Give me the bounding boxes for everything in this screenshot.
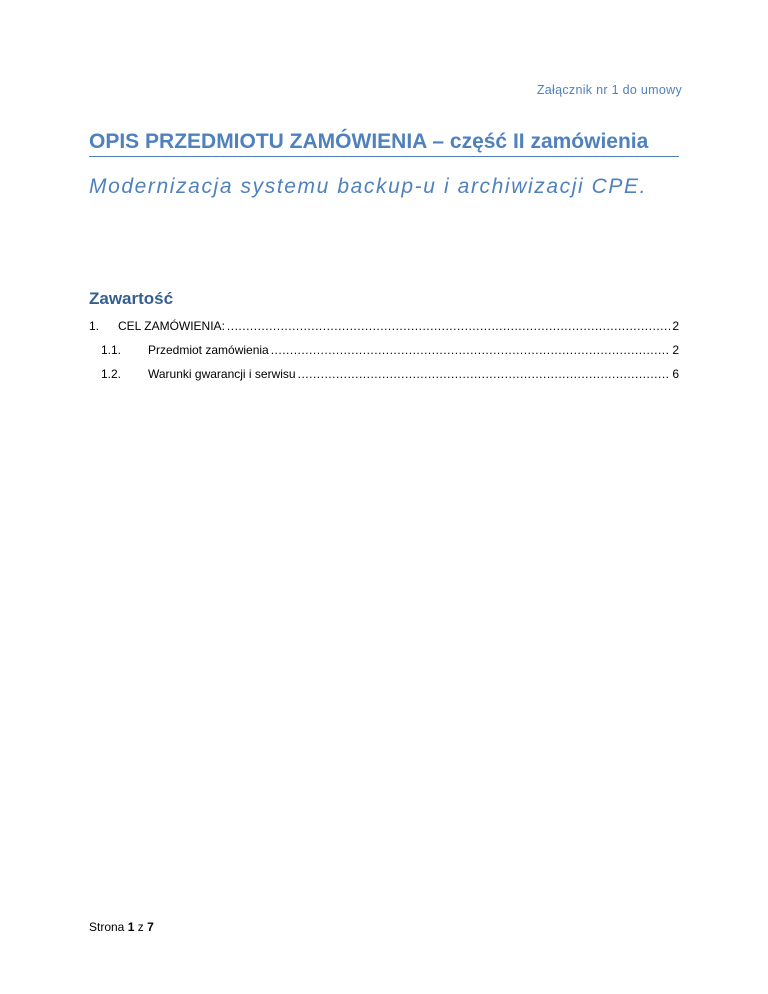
toc-entry-page: 6: [672, 367, 679, 381]
toc-dot-leader: [227, 319, 670, 333]
footer-page-word: Strona: [89, 920, 125, 934]
toc-entry-text: Przedmiot zamówienia: [148, 343, 269, 357]
footer-of-word: z: [137, 920, 144, 934]
toc-dot-leader: [271, 343, 671, 357]
document-subtitle: Modernizacja systemu backup-u i archiwizacji CPE.: [89, 175, 648, 198]
toc-entry-number: 1.1.: [101, 343, 122, 357]
toc-entry-number: 1.2.: [101, 367, 122, 381]
title-underline: [89, 156, 679, 157]
toc-entry-text: Warunki gwarancji i serwisu: [148, 367, 296, 381]
toc-entry-warunki-gwarancji[interactable]: [89, 367, 679, 385]
toc-entry-number: 1.: [89, 319, 100, 333]
footer-current-page: 1: [127, 920, 135, 934]
toc-entry-page: 2: [672, 319, 679, 333]
toc-entry-text: CEL ZAMÓWIENIA:: [118, 319, 225, 333]
footer-total-pages: 7: [147, 920, 154, 934]
document-title: OPIS PRZEDMIOTU ZAMÓWIENIA – część II zamówienia: [89, 130, 649, 153]
toc-heading: Zawartość: [89, 289, 174, 308]
toc-entry-przedmiot-zamowienia[interactable]: [89, 343, 679, 361]
toc-entry-cel-zamowienia[interactable]: [89, 319, 679, 337]
annex-label: Załącznik nr 1 do umowy: [536, 83, 682, 97]
toc-dot-leader: [298, 367, 671, 381]
toc-entry-page: 2: [672, 343, 679, 357]
page-footer: [89, 920, 154, 934]
